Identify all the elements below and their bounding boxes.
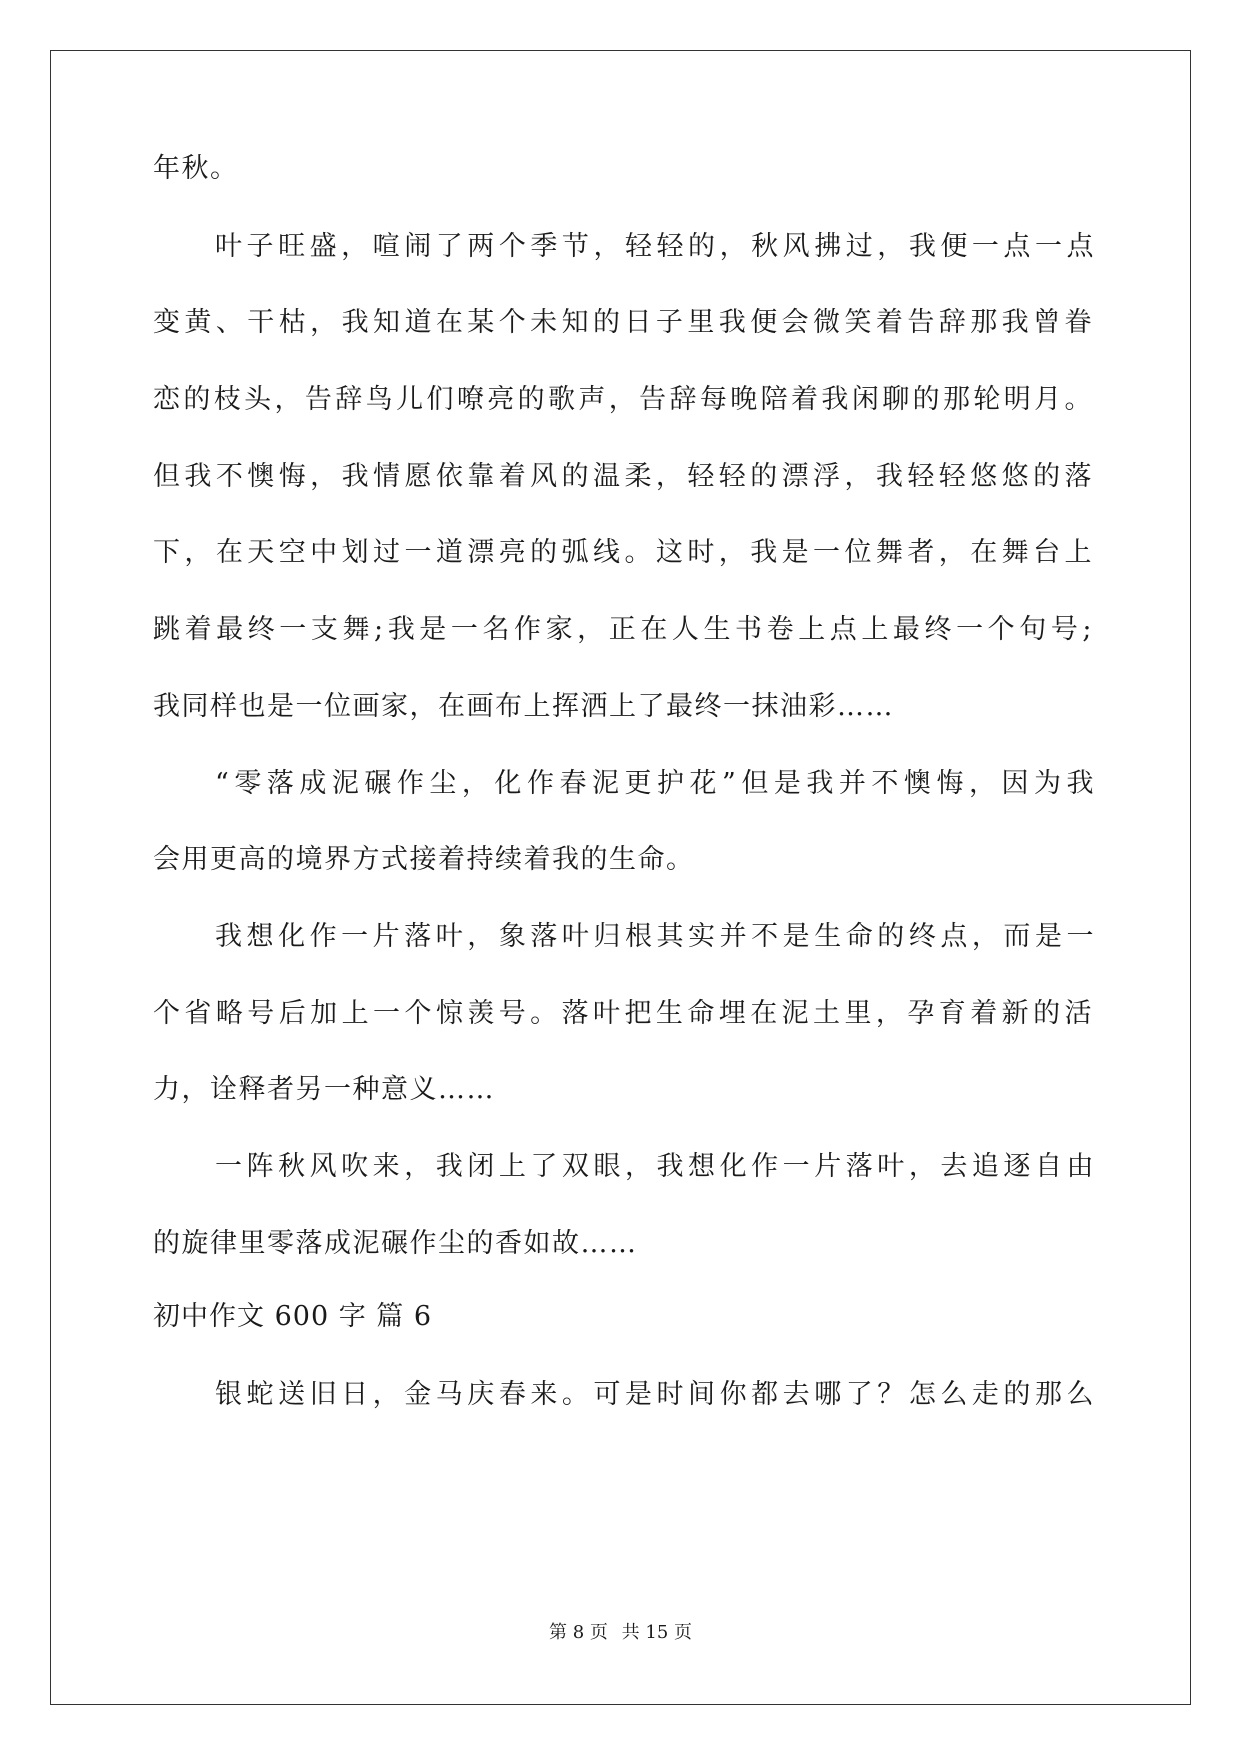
- page-footer: [0, 1622, 1241, 1644]
- paragraph-start-line: 一阵秋风吹来，我闭上了双眼，我想化作一片落叶，去追逐自由: [215, 1151, 1095, 1182]
- text-line: 个省略号后加上一个惊羡号。落叶把生命埋在泥土里，孕育着新的活: [153, 998, 1093, 1029]
- text-line: 力，诠释者另一种意义……: [153, 1074, 495, 1105]
- text-line: 跳着最终一支舞;我是一名作家，正在人生书卷上点上最终一个句号;: [153, 614, 1093, 645]
- text-line: 变黄、干枯，我知道在某个未知的日子里我便会微笑着告辞那我曾眷: [153, 307, 1093, 338]
- text-line: 的旋律里零落成泥碾作尘的香如故……: [153, 1228, 638, 1259]
- paragraph-start-line: 叶子旺盛，喧闹了两个季节，轻轻的，秋风拂过，我便一点一点: [215, 231, 1095, 262]
- text-line: 下，在天空中划过一道漂亮的弧线。这时，我是一位舞者，在舞台上: [153, 537, 1093, 568]
- page-total: 共 15 页: [621, 1622, 692, 1643]
- page-number: 第 8 页: [549, 1622, 608, 1643]
- paragraph-start-line: 我想化作一片落叶，象落叶归根其实并不是生命的终点，而是一: [215, 921, 1095, 952]
- section-heading: 初中作文 600 字 篇 6: [153, 1301, 433, 1332]
- text-line: 恋的枝头，告辞鸟儿们嘹亮的歌声，告辞每晚陪着我闲聊的那轮明月。: [153, 384, 1093, 415]
- text-line: 我同样也是一位画家，在画布上挥洒上了最终一抹油彩……: [153, 691, 894, 722]
- paragraph-start-line: “零落成泥碾作尘，化作春泥更护花”但是我并不懊悔，因为我: [215, 768, 1095, 799]
- text-line: 但我不懊悔，我情愿依靠着风的温柔，轻轻的漂浮，我轻轻悠悠的落: [153, 461, 1093, 492]
- paragraph-start-line: 银蛇送旧日，金马庆春来。可是时间你都去哪了？怎么走的那么: [215, 1379, 1095, 1410]
- page-border: [50, 50, 1191, 1705]
- text-line: 会用更高的境界方式接着持续着我的生命。: [153, 844, 695, 875]
- text-line: 年秋。: [153, 153, 239, 184]
